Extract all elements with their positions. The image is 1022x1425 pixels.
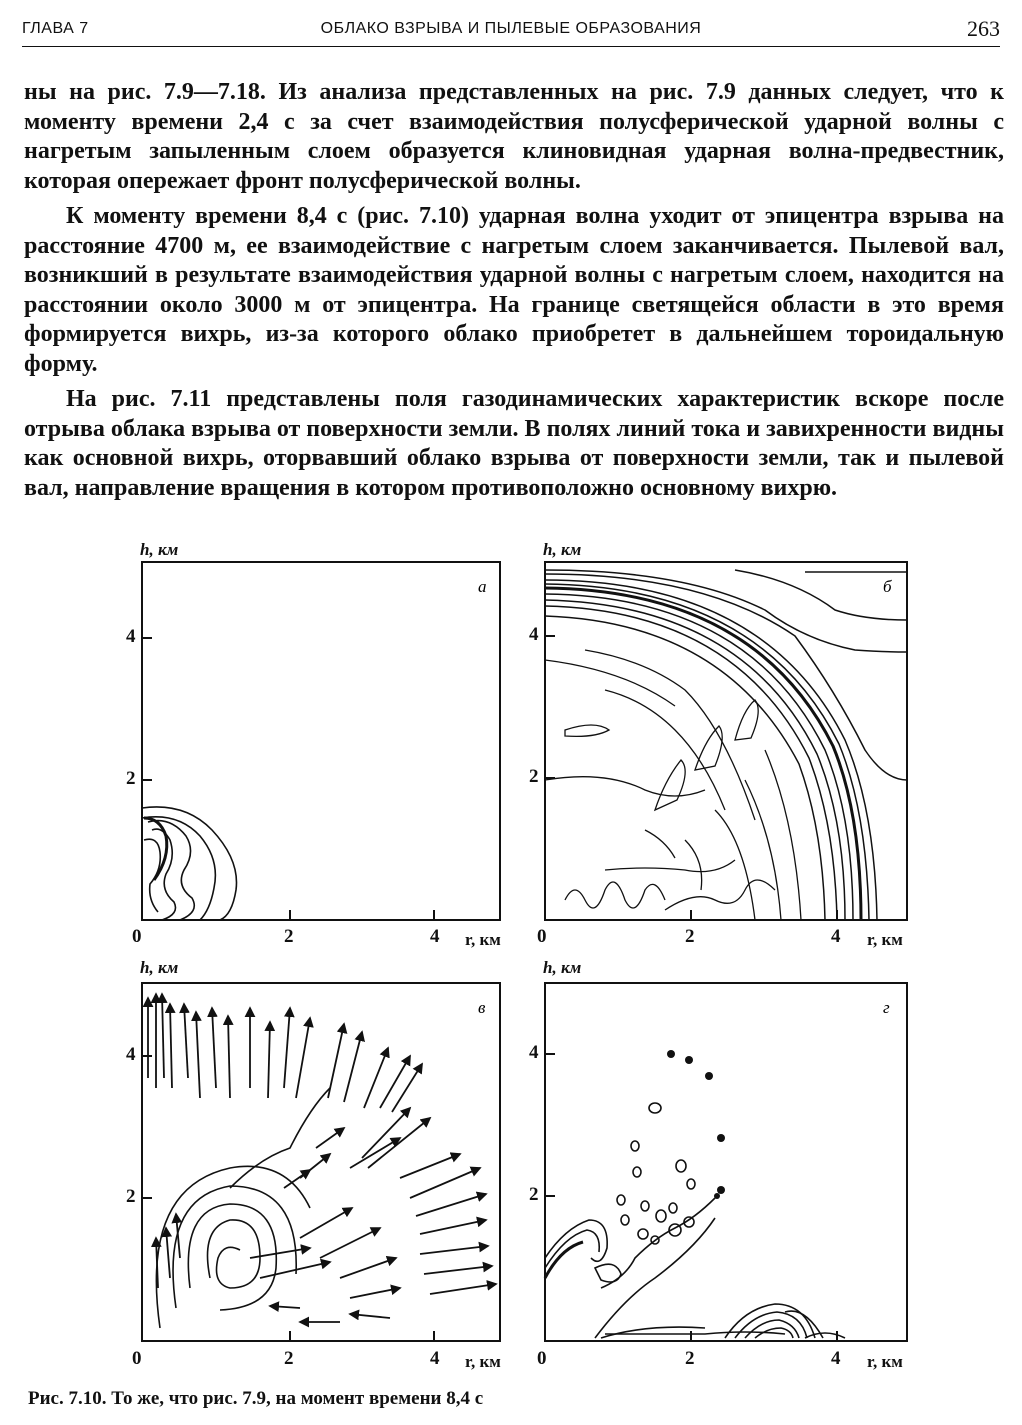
y-axis-label: h, км [543,540,582,559]
x-tick-4: 4 [831,926,841,947]
filled-contours [667,1050,725,1199]
panel-v-plot [100,958,520,1378]
paragraph-1: ны на рис. 7.9—7.18. Из анализа представленных на рис. 7.9 данных следует, что к моменту времени 2,4 с за счет взаимодействия полусферической ударной волны с нагретым запыленным слоем образуется клиновидная ударная волна-предвестник, которая опережает фронт полусферической волны. [24,79,1004,194]
x-axis-label: r, км [867,1352,903,1371]
x-tick-0: 0 [132,926,142,947]
y-tick-4: 4 [126,626,136,647]
isolines [142,807,237,920]
panel-b-plot [505,540,925,955]
x-tick-2: 2 [284,926,294,947]
y-tick-2: 2 [529,766,539,787]
panel-label: а [478,577,487,596]
x-tick-4: 4 [430,1348,440,1369]
page-number: 263 [967,16,1000,41]
panel-label: б [883,577,892,596]
paragraph-3: На рис. 7.11 представлены поля газодинамических характеристик вскоре после отрыва облака взрыва от поверхности земли. В полях линий тока и завихренности видны как основной вихрь, оторвавший облако взрыва от поверхности земли, так и пылевой вал, направление вращения в котором противоположно основному вихрю. [24,386,1004,501]
y-axis-label: h, км [140,958,179,977]
panel-a [100,540,520,955]
paragraph-2: К моменту времени 8,4 с (рис. 7.10) ударная волна уходит от эпицентра взрыва на расстояние 4700 м, ее взаимодействие с нагретым слоем заканчивается. Пылевой вал, возникший в результате взаимодействия ударной волны с нагретым слоем, находится на расстоянии около 3000 м от эпицентра. На границе светящейся области в это время формируется вихрь, из-за которого облако приобретет в дальнейшем тороидальную форму. [24,203,1004,377]
x-axis-label: r, км [465,930,501,949]
x-tick-2: 2 [685,926,695,947]
y-axis-label: h, км [543,958,582,977]
panel-v [100,958,520,1378]
vorticity-isolines [545,1198,845,1338]
y-tick-4: 4 [126,1044,136,1065]
y-tick-2: 2 [126,768,136,789]
running-title: ОБЛАКО ВЗРЫВА И ПЫЛЕВЫЕ ОБРАЗОВАНИЯ [320,20,702,37]
y-tick-4: 4 [529,624,539,645]
panel-b [505,540,925,955]
header-rule [22,46,1000,47]
y-axis-label: h, км [140,540,179,559]
panel-g [505,958,925,1378]
figure-caption: Рис. 7.10. То же, что рис. 7.9, на момент времени 8,4 с [28,1388,484,1409]
panel-g-plot [505,958,925,1378]
small-contours [617,1103,695,1244]
x-axis-label: r, км [465,1352,501,1371]
y-tick-2: 2 [529,1184,539,1205]
x-tick-2: 2 [284,1348,294,1369]
x-axis-label: r, км [867,930,903,949]
main-vortex [156,1088,330,1328]
body-text [24,78,1004,509]
panel-label: г [883,998,890,1017]
chapter-label: ГЛАВА 7 [22,20,89,37]
x-tick-4: 4 [430,926,440,947]
velocity-vectors [148,994,496,1322]
y-tick-4: 4 [529,1042,539,1063]
x-tick-0: 0 [537,1348,547,1369]
x-tick-0: 0 [537,926,547,947]
y-tick-2: 2 [126,1186,136,1207]
shock-front-isolines [545,570,907,920]
page-header [22,14,1000,44]
panel-label: в [478,998,486,1017]
panel-a-plot [100,540,520,955]
x-tick-0: 0 [132,1348,142,1369]
x-tick-4: 4 [831,1348,841,1369]
x-tick-2: 2 [685,1348,695,1369]
